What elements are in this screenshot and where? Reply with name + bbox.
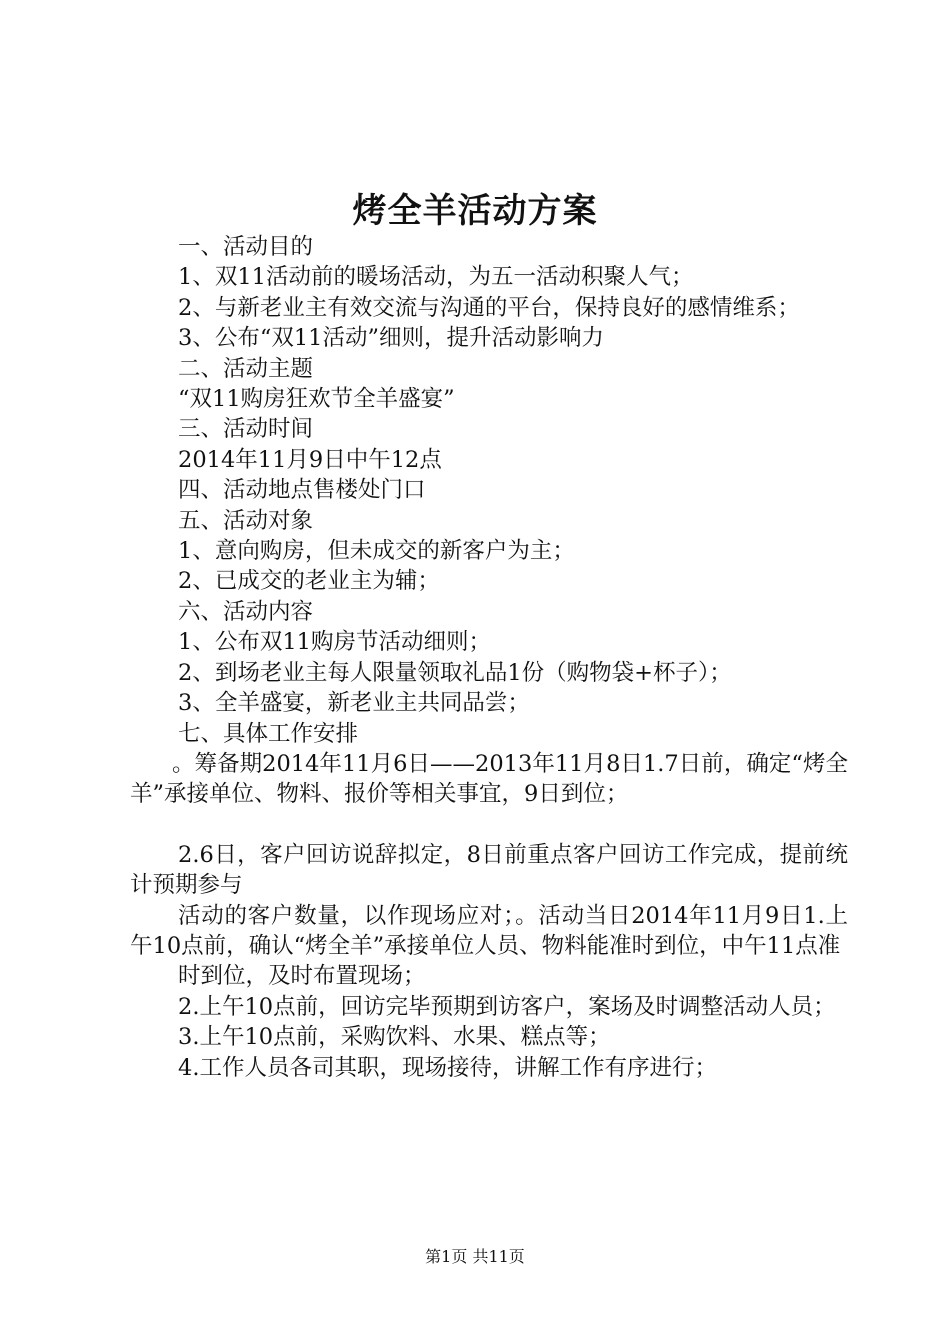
paragraph: 三、活动时间 — [178, 416, 314, 443]
paragraph: 1、公布双11购房节活动细则； — [178, 629, 491, 656]
paragraph: 2、与新老业主有效交流与沟通的平台，保持良好的感情维系； — [178, 294, 800, 321]
page-footer: 第1页 共11页 — [425, 1247, 525, 1266]
paragraph: 1、意向购房，但未成交的新客户为主； — [178, 538, 575, 565]
paragraph: 4.工作人员各司其职，现场接待，讲解工作有序进行； — [178, 1054, 717, 1081]
paragraph: 2.上午10点前，回访完毕预期到访客户，案场及时调整活动人员； — [178, 993, 836, 1020]
paragraph: 2014年11月9日中午12点 — [178, 446, 442, 473]
paragraph: 3.上午10点前，采购饮料、水果、糕点等； — [178, 1024, 611, 1051]
paragraph: 五、活动对象 — [178, 507, 314, 534]
paragraph: 3、公布“双11活动”细则，提升活动影响力 — [178, 325, 604, 352]
document-body — [130, 232, 848, 1083]
paragraph: 四、活动地点售楼处门口 — [178, 477, 426, 504]
paragraph: “双11购房狂欢节全羊盛宴” — [178, 386, 455, 413]
paragraph: 2、到场老业主每人限量领取礼品1份（购物袋+杯子）； — [178, 659, 732, 686]
paragraph: 2.6日，客户回访说辞拟定，8日前重点客户回访工作完成，提前统计预期参与 — [130, 841, 848, 899]
paragraph: 。筹备期2014年11月6日——2013年11月8日1.7日前，确定“烤全羊”承接单位、物料、报价等相关事宜，9日到位； — [130, 750, 848, 808]
paragraph: 二、活动主题 — [178, 355, 314, 382]
document-title: 烤全羊活动方案 — [352, 191, 598, 231]
paragraph: 一、活动目的 — [178, 234, 314, 260]
paragraph: 时到位，及时布置现场； — [178, 963, 426, 990]
paragraph: 六、活动内容 — [178, 598, 314, 625]
paragraph: 2、已成交的老业主为辅； — [178, 568, 440, 595]
paragraph: 七、具体工作安排 — [178, 720, 359, 747]
paragraph: 3、全羊盛宴，新老业主共同品尝； — [178, 690, 530, 717]
paragraph: 活动的客户数量，以作现场应对；。活动当日2014年11月9日1.上午10点前，确认“烤全羊”承接单位人员、物料能准时到位，中午11点准 — [130, 902, 848, 959]
paragraph: 1、双11活动前的暖场活动，为五一活动积聚人气； — [178, 264, 694, 291]
